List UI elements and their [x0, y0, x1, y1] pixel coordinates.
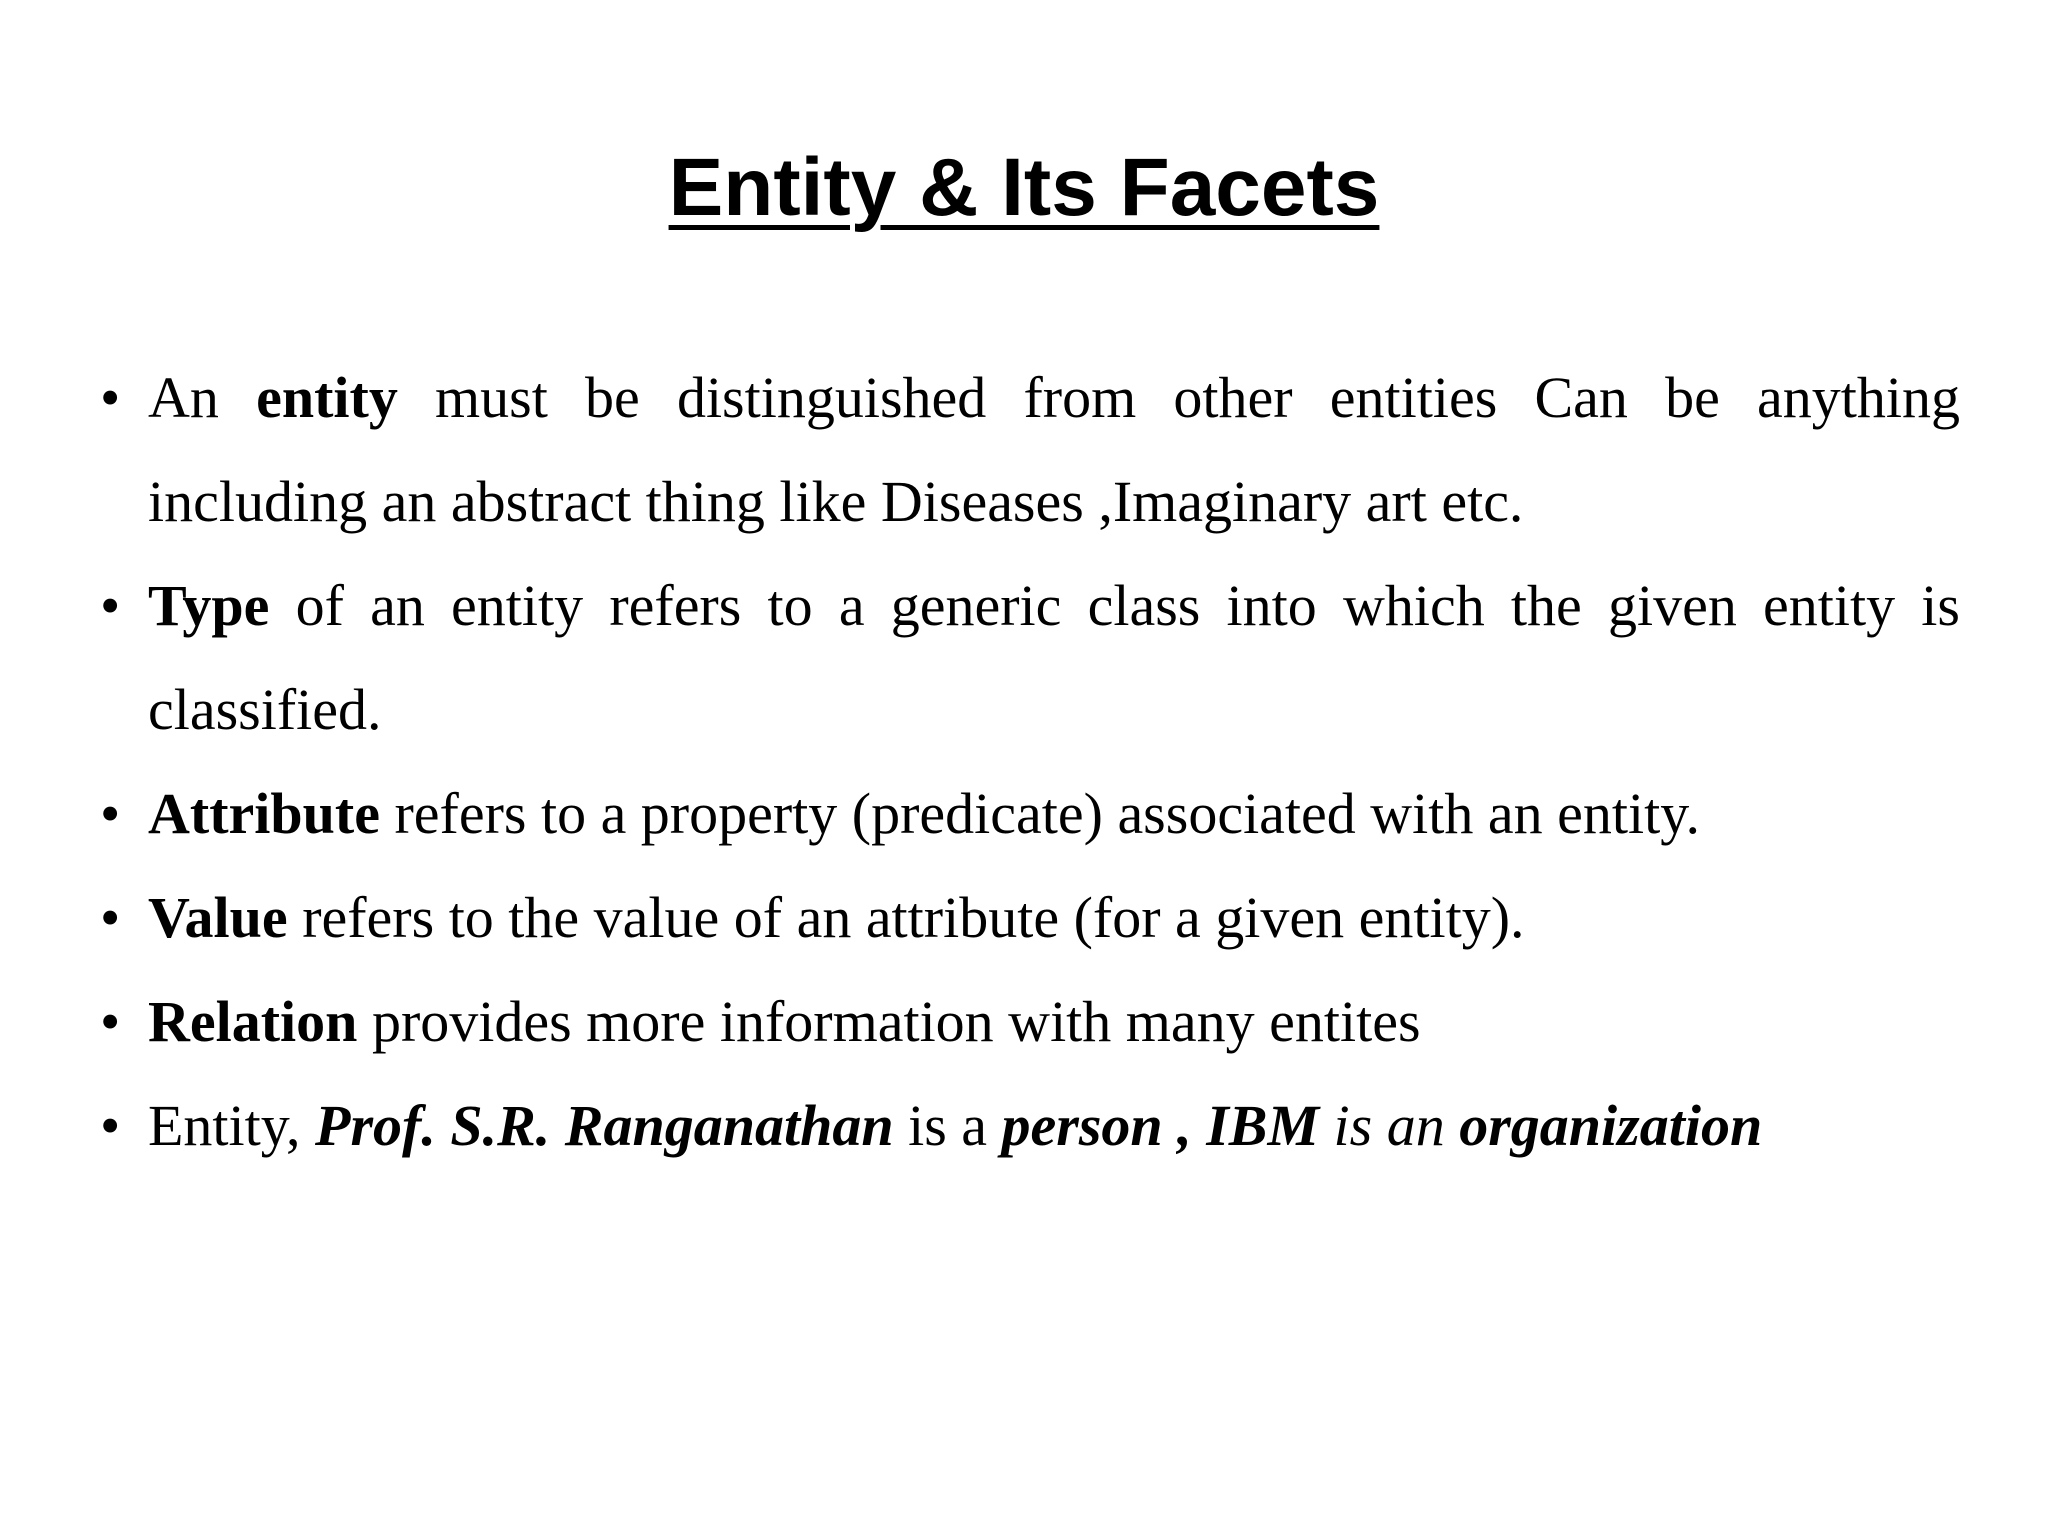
bullet-text: refers to the value of an attribute (for a given entity).	[287, 885, 1525, 950]
bullet-term: entity	[256, 365, 398, 430]
bullet-text: refers to a property (predicate) associated with an entity.	[379, 781, 1700, 846]
bullet-term: Value	[148, 885, 288, 950]
bullet-marker: •	[100, 989, 121, 1054]
bullet-item-value	[100, 866, 1960, 970]
bullet-marker: •	[100, 781, 121, 846]
bullet-text: of an entity refers to a generic class into which the given entity is classified.	[148, 573, 1960, 742]
bullet-term: Attribute	[148, 781, 380, 846]
bullet-text: must be distinguished from other entities Can be anything including an abstract thing like Diseases ,Imaginary art etc.	[148, 365, 1960, 534]
bullet-text: An	[148, 365, 257, 430]
bullet-text: Entity,	[148, 1093, 316, 1158]
bullet-text: provides more information with many entites	[357, 989, 1421, 1054]
example-person-ibm: person , IBM	[1001, 1093, 1320, 1158]
bullet-text-italic: is an	[1319, 1093, 1460, 1158]
slide-title-text: Entity & Its Facets	[668, 142, 1380, 233]
bullet-item-example	[100, 1074, 1960, 1178]
bullet-term: Relation	[148, 989, 358, 1054]
bullet-marker: •	[100, 1093, 121, 1158]
bullet-marker: •	[100, 885, 121, 950]
example-person-name: Prof. S.R. Ranganathan	[315, 1093, 894, 1158]
bullet-term: Type	[148, 573, 270, 638]
example-organization: organization	[1459, 1093, 1763, 1158]
bullet-item-type	[100, 554, 1960, 762]
bullet-marker: •	[100, 365, 121, 430]
bullet-list	[100, 346, 1960, 1178]
bullet-item-relation	[100, 970, 1960, 1074]
bullet-item-entity	[100, 346, 1960, 554]
bullet-text: is a	[893, 1093, 1002, 1158]
slide-title	[0, 138, 2048, 238]
bullet-item-attribute	[100, 762, 1960, 866]
bullet-marker: •	[100, 573, 121, 638]
